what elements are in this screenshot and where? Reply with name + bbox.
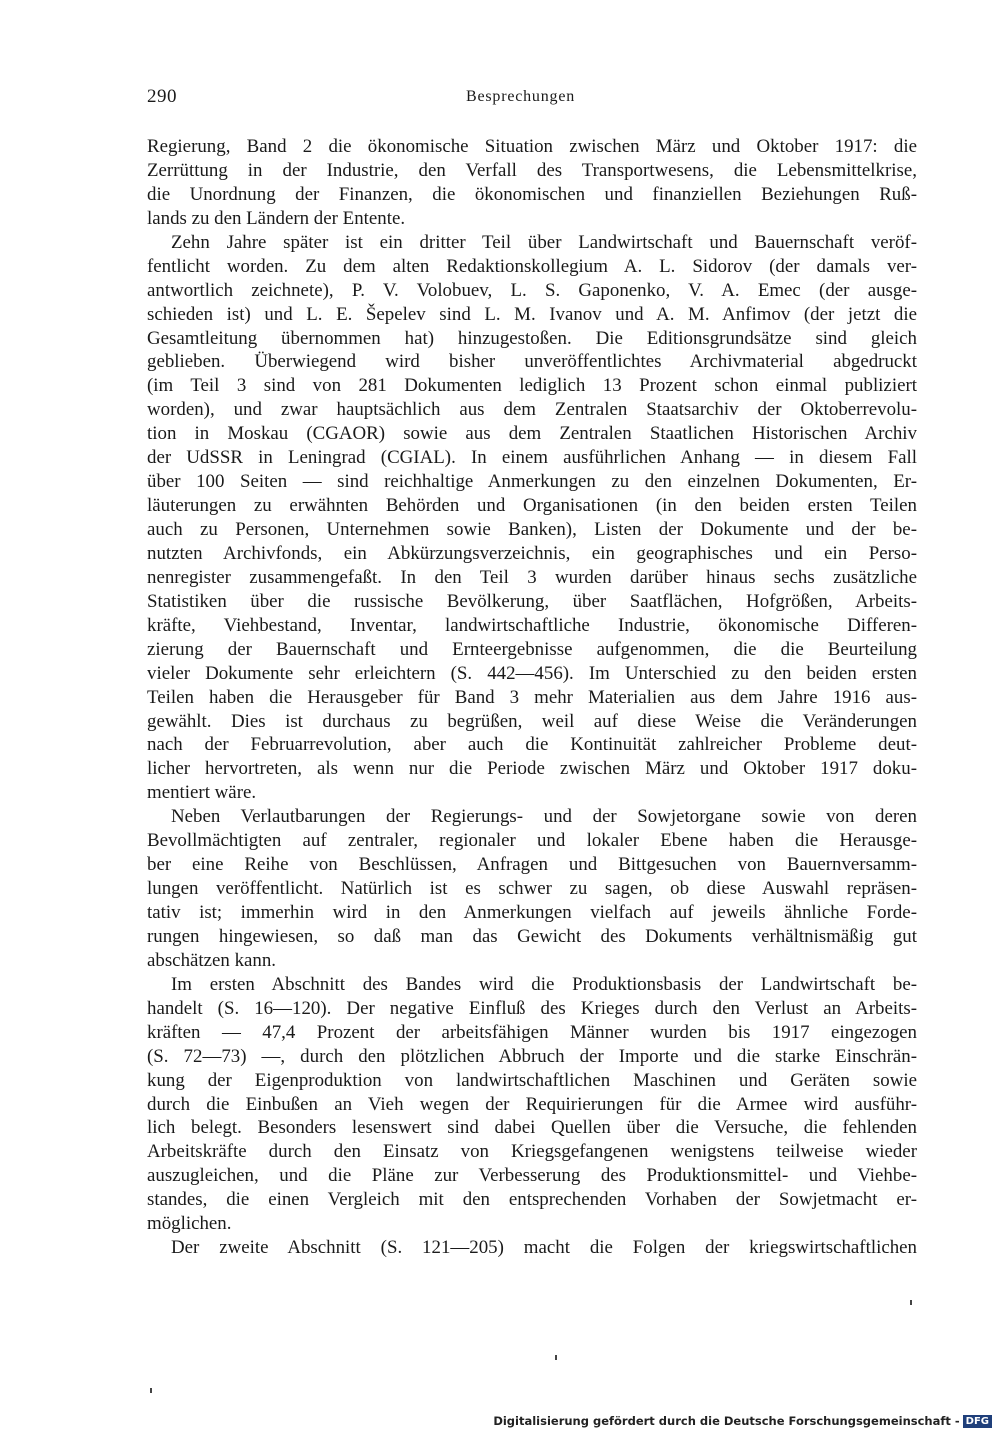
text-line: Arbeitskräfte durch den Einsatz von Kriegsgefangenen wenigstens teilweise wieder — [147, 1141, 917, 1163]
text-line: nenregister zusammengefaßt. In den Teil 3 wurden darüber hinaus sechs zusätzliche — [147, 566, 917, 588]
dfg-logo: DFG — [963, 1415, 992, 1428]
text-line: schieden ist) und L. E. Šepelev sind L. M. Ivanov und A. M. Anfimov (der jetzt die — [147, 303, 917, 325]
text-line: läuterungen zu erwähnten Behörden und Organisationen (in den beiden ersten Teilen — [147, 495, 917, 517]
text-line: geblieben. Überwiegend wird bisher unveröffentlichtes Archivmaterial abgedruckt — [147, 351, 917, 373]
digitization-banner — [493, 1414, 992, 1428]
text-line: Bevollmächtigten auf zentraler, regionaler und lokaler Ebene haben die Herausge- — [147, 830, 917, 852]
text-line: (im Teil 3 sind von 281 Dokumenten lediglich 13 Prozent schon einmal publiziert — [147, 375, 917, 397]
article-body — [147, 135, 917, 1260]
text-line: kräfte, Viehbestand, Inventar, landwirtschaftliche Industrie, ökonomische Differen- — [147, 614, 917, 636]
digitization-notice: Digitalisierung gefördert durch die Deutsche Forschungsgemeinschaft - — [493, 1414, 960, 1428]
text-line: licher hervortreten, als wenn nur die Periode zwischen März und Oktober 1917 doku- — [147, 758, 917, 780]
text-line: rungen hingewiesen, so daß man das Gewicht des Dokuments verhältnismäßig gut — [147, 925, 917, 947]
text-line: Gesamtleitung übernommen hat) hinzugestoßen. Die Editionsgrundsätze sind gleich — [147, 327, 917, 349]
text-line: der UdSSR in Leningrad (CGIAL). In einem ausführlichen Anhang — in diesem Fall — [147, 447, 917, 469]
text-line: über 100 Seiten — sind reichhaltige Anmerkungen zu den einzelnen Dokumenten, Er- — [147, 471, 917, 493]
text-line: Regierung, Band 2 die ökonomische Situation zwischen März und Oktober 1917: die — [147, 136, 917, 157]
text-line: lungen veröffentlicht. Natürlich ist es schwer zu sagen, ob diese Auswahl repräsen- — [147, 878, 917, 900]
text-line: abschätzen kann. — [147, 949, 277, 971]
text-line: ber eine Reihe von Beschlüssen, Anfragen und Bittgesuchen von Bauernversamm- — [147, 854, 917, 876]
text-line: Statistiken über die russische Bevölkerung, über Saatflächen, Hofgrößen, Arbeits- — [147, 590, 917, 612]
text-line: (S. 72—73) —, durch den plötzlichen Abbruch der Importe und die starke Einschrän- — [147, 1045, 917, 1067]
text-line: Im ersten Abschnitt des Bandes wird die Produktionsbasis der Landwirtschaft be- — [171, 973, 917, 995]
running-head: Besprechungen — [466, 88, 576, 105]
text-line: möglichen. — [147, 1213, 232, 1235]
text-line: lich belegt. Besonders lesenswert sind dabei Quellen über die Versuche, die fehlenden — [147, 1117, 917, 1139]
text-line: handelt (S. 16—120). Der negative Einfluß des Krieges durch den Verlust an Arbeits- — [147, 997, 917, 1019]
scan-speck — [150, 1388, 152, 1393]
scan-speck — [910, 1300, 912, 1305]
text-line: fentlicht worden. Zu dem alten Redaktionskollegium A. L. Sidorov (der damals ver- — [147, 255, 917, 277]
page-number: 290 — [147, 86, 177, 107]
text-line: gewählt. Dies ist durchaus zu begrüßen, weil auf diese Weise die Veränderungen — [147, 710, 917, 732]
text-line: tion in Moskau (CGAOR) sowie aus dem Zentralen Staatlichen Historischen Archiv — [147, 423, 917, 445]
text-line: auch zu Personen, Unternehmen sowie Banken), Listen der Dokumente und der be- — [147, 519, 917, 540]
text-line: lands zu den Ländern der Entente. — [147, 207, 406, 229]
text-line: nutzten Archivfonds, ein Abkürzungsverzeichnis, ein geographisches und ein Perso- — [147, 542, 917, 564]
text-line: Der zweite Abschnitt (S. 121—205) macht die Folgen der kriegswirtschaftlichen — [171, 1237, 917, 1259]
text-line: standes, die einen Vergleich mit den entsprechenden Vorhaben der Sowjetmacht er- — [147, 1189, 917, 1211]
text-line: antwortlich zeichnete), P. V. Volobuev, L. S. Gaponenko, V. A. Emec (der ausge- — [147, 279, 917, 301]
text-line: Teilen haben die Herausgeber für Band 3 mehr Materialien aus dem Jahre 1916 aus- — [147, 686, 917, 708]
text-line: Zehn Jahre später ist ein dritter Teil über Landwirtschaft und Bauernschaft veröf- — [171, 231, 917, 253]
scan-speck — [555, 1355, 557, 1360]
text-line: durch die Einbußen an Vieh wegen der Requirierungen für die Armee wird ausführ- — [147, 1093, 917, 1115]
text-line: tativ ist; immerhin wird in den Anmerkungen vielfach auf jeweils ähnliche Forde- — [147, 902, 917, 923]
text-line: die Unordnung der Finanzen, die ökonomischen und finanziellen Beziehungen Ruß- — [147, 183, 917, 205]
text-line: mentiert wäre. — [147, 782, 257, 804]
text-line: auszugleichen, und die Pläne zur Verbesserung des Produktionsmittel- und Viehbe- — [147, 1165, 917, 1187]
text-line: kräften — 47,4 Prozent der arbeitsfähigen Männer wurden bis 1917 eingezogen — [147, 1021, 917, 1043]
text-line: Neben Verlautbarungen der Regierungs- und der Sowjetorgane sowie von deren — [171, 806, 917, 828]
text-line: worden), und zwar hauptsächlich aus dem Zentralen Staatsarchiv der Oktoberrevolu- — [147, 399, 917, 421]
text-line: nach der Februarrevolution, aber auch die Kontinuität zahlreicher Probleme deut- — [147, 734, 917, 756]
text-line: Zerrüttung in der Industrie, den Verfall des Transportwesens, die Lebensmittelkrise, — [147, 159, 917, 181]
text-line: kung der Eigenproduktion von landwirtschaftlichen Maschinen und Geräten sowie — [147, 1069, 917, 1091]
text-line: zierung der Bauernschaft und Ernteergebnisse aufgenommen, die die Beurteilung — [147, 638, 917, 660]
text-line: vieler Dokumente sehr erleichtern (S. 442—456). Im Unterschied zu den beiden ersten — [147, 662, 917, 684]
